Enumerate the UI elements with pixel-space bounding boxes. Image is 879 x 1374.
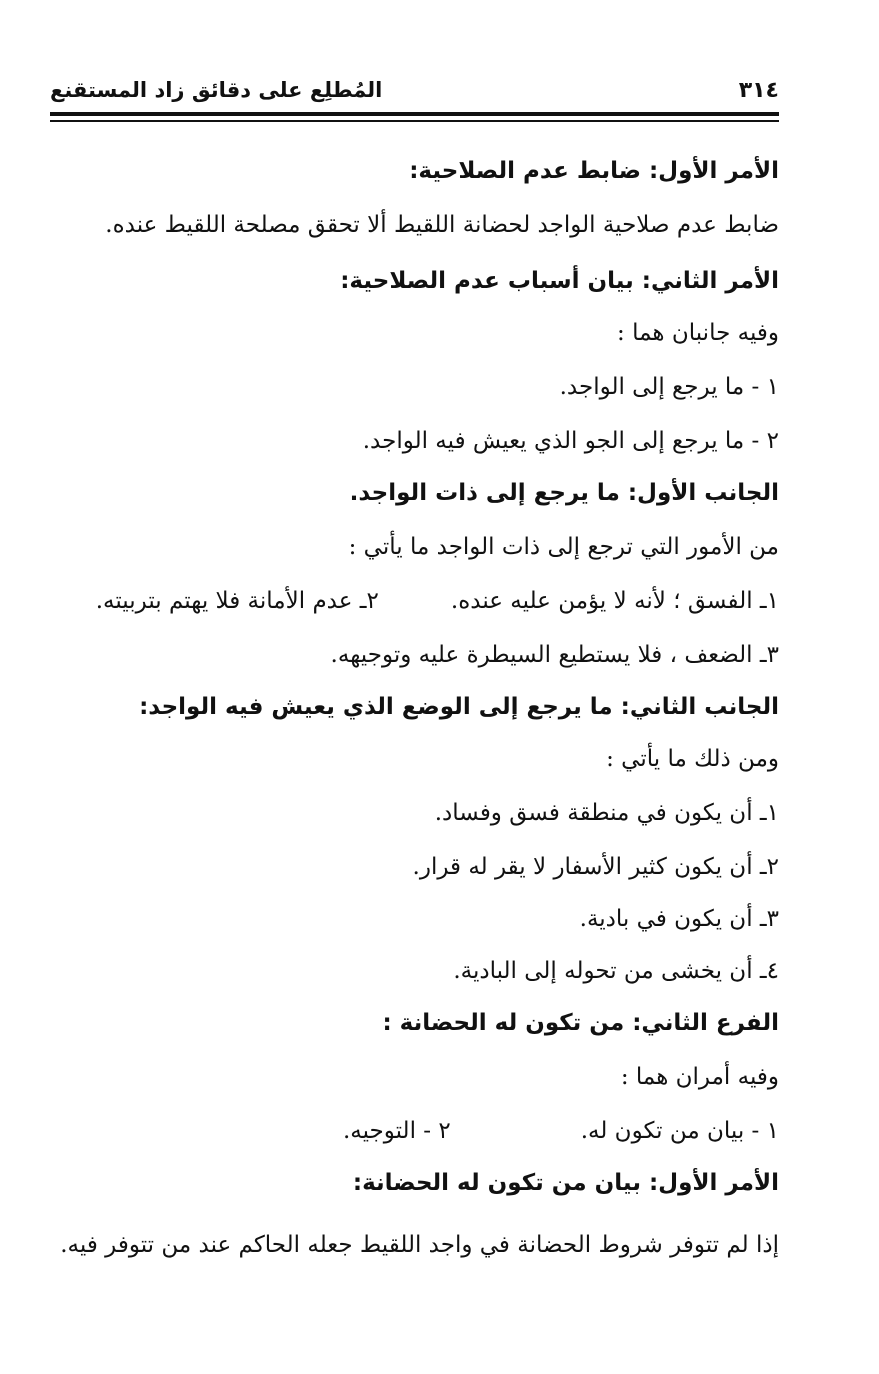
- header-rule-thick: [50, 112, 779, 116]
- heading-second-matter: الأمر الثاني: بيان أسباب عدم الصلاحية:: [340, 268, 779, 294]
- page-number: ٣١٤: [738, 78, 779, 103]
- list-item-col1: ١ـ الفسق ؛ لأنه لا يؤمن عليه عنده.: [450, 588, 779, 614]
- list-item: ٤ـ أن يخشى من تحوله إلى البادية.: [453, 958, 779, 984]
- header-rule-thin: [50, 120, 779, 122]
- paragraph: من الأمور التي ترجع إلى ذات الواجد ما يأتي :: [348, 534, 779, 560]
- list-item: ٢ - ما يرجع إلى الجو الذي يعيش فيه الواجد.: [362, 428, 779, 454]
- paragraph: إذا لم تتوفر شروط الحضانة في واجد اللقيط جعله الحاكم عند من تتوفر فيه.: [60, 1232, 779, 1258]
- heading-first-matter-custody: الأمر الأول: بيان من تكون له الحضانة:: [352, 1170, 779, 1196]
- paragraph: وفيه أمران هما :: [620, 1064, 779, 1090]
- list-item: ٣ـ الضعف ، فلا يستطيع السيطرة عليه وتوجيهه.: [330, 642, 779, 668]
- list-item: ٣ـ أن يكون في بادية.: [579, 906, 779, 932]
- list-item-col1: ١ - بيان من تكون له.: [580, 1118, 779, 1144]
- paragraph: ضابط عدم صلاحية الواجد لحضانة اللقيط ألا تحقق مصلحة اللقيط عنده.: [105, 212, 779, 238]
- list-item-col2: ٢ - التوجيه.: [342, 1118, 451, 1144]
- list-item: ١ - ما يرجع إلى الواجد.: [559, 374, 779, 400]
- heading-second-aspect: الجانب الثاني: ما يرجع إلى الوضع الذي يعيش فيه الواجد:: [139, 694, 779, 720]
- list-item-col2: ٢ـ عدم الأمانة فلا يهتم بتربيته.: [95, 588, 379, 614]
- heading-first-aspect: الجانب الأول: ما يرجع إلى ذات الواجد.: [349, 480, 779, 506]
- paragraph: ومن ذلك ما يأتي :: [606, 746, 779, 772]
- book-title: المُطلِع على دقائق زاد المستقنع: [50, 78, 383, 102]
- paragraph: وفيه جانبان هما :: [617, 320, 779, 346]
- list-item: ١ـ أن يكون في منطقة فسق وفساد.: [434, 800, 779, 826]
- list-item: [343, 1120, 779, 1143]
- list-item: ٢ـ أن يكون كثير الأسفار لا يقر له قرار.: [412, 854, 779, 880]
- list-item: [96, 590, 779, 613]
- heading-first-matter: الأمر الأول: ضابط عدم الصلاحية:: [409, 158, 779, 184]
- heading-second-branch: الفرع الثاني: من تكون له الحضانة :: [382, 1010, 779, 1036]
- page-header: [50, 72, 779, 112]
